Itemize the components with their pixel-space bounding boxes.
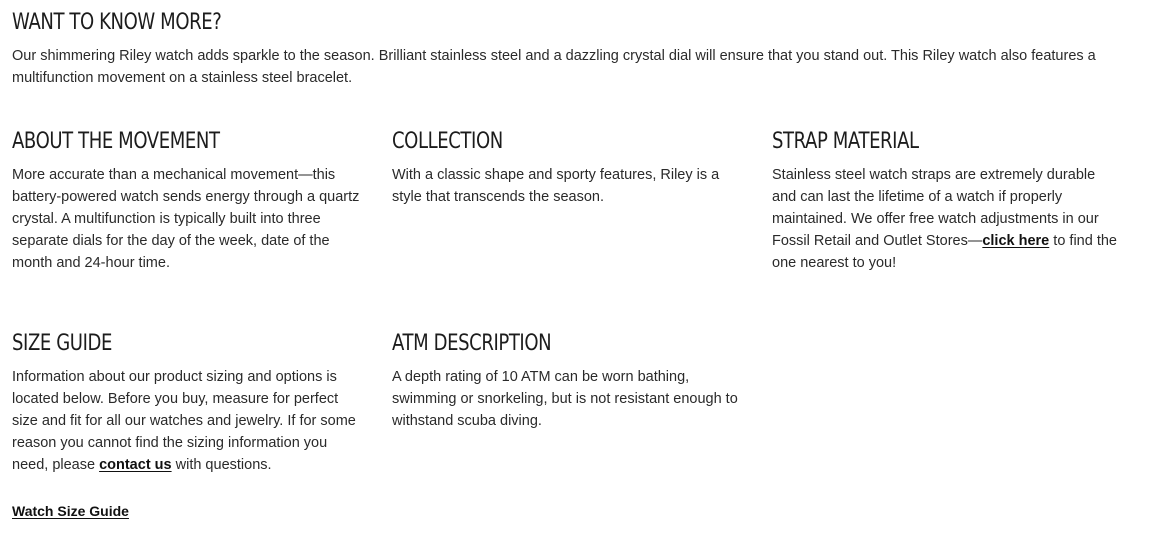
size-guide-description — [12, 366, 362, 476]
section-title-atm-description: ATM DESCRIPTION — [392, 331, 552, 356]
section-title-want-to-know-more: WANT TO KNOW MORE? — [12, 10, 222, 35]
strap-text-before: Stainless steel watch straps are extremely durable and can last the lifetime of a watch if properly maintained. We offer free watch adjustments in our Fossil Retail and Outlet Stores— — [772, 167, 1099, 249]
watch-size-guide-link[interactable]: Watch Size Guide — [12, 503, 129, 519]
size-guide-text-after: with questions. — [171, 457, 272, 473]
section-title-strap-material: STRAP MATERIAL — [772, 129, 919, 154]
strap-material-description — [772, 164, 1122, 274]
contact-us-link[interactable]: contact us — [99, 457, 172, 473]
section-title-size-guide: SIZE GUIDE — [12, 331, 112, 356]
movement-description: More accurate than a mechanical movement—this battery-powered watch sends energy through a quartz crystal. A multifunction is typically built into three separate dials for the day of the week, date of the month and 24-hour time. — [12, 167, 360, 271]
section-title-movement: ABOUT THE MOVEMENT — [12, 129, 220, 154]
size-guide-text-before: Information about our product sizing and options is located below. Before you buy, measure for perfect size and fit for all our watches and jewelry. If for some reason you cannot find the sizing information you need, please — [12, 369, 356, 473]
atm-description: A depth rating of 10 ATM can be worn bathing, swimming or snorkeling, but is not resistant enough to withstand scuba diving. — [392, 369, 738, 429]
intro-description: Our shimmering Riley watch adds sparkle to the season. Brilliant stainless steel and a dazzling crystal dial will ensure that you stand out. This Riley watch also features a multifunction movement on a stainless steel bracelet. — [12, 48, 1096, 86]
collection-description: With a classic shape and sporty features, Riley is a style that transcends the season. — [392, 167, 720, 205]
section-title-collection: COLLECTION — [392, 129, 503, 154]
click-here-link[interactable]: click here — [982, 233, 1050, 249]
strap-text-after: to find the one nearest to you! — [772, 233, 1117, 271]
